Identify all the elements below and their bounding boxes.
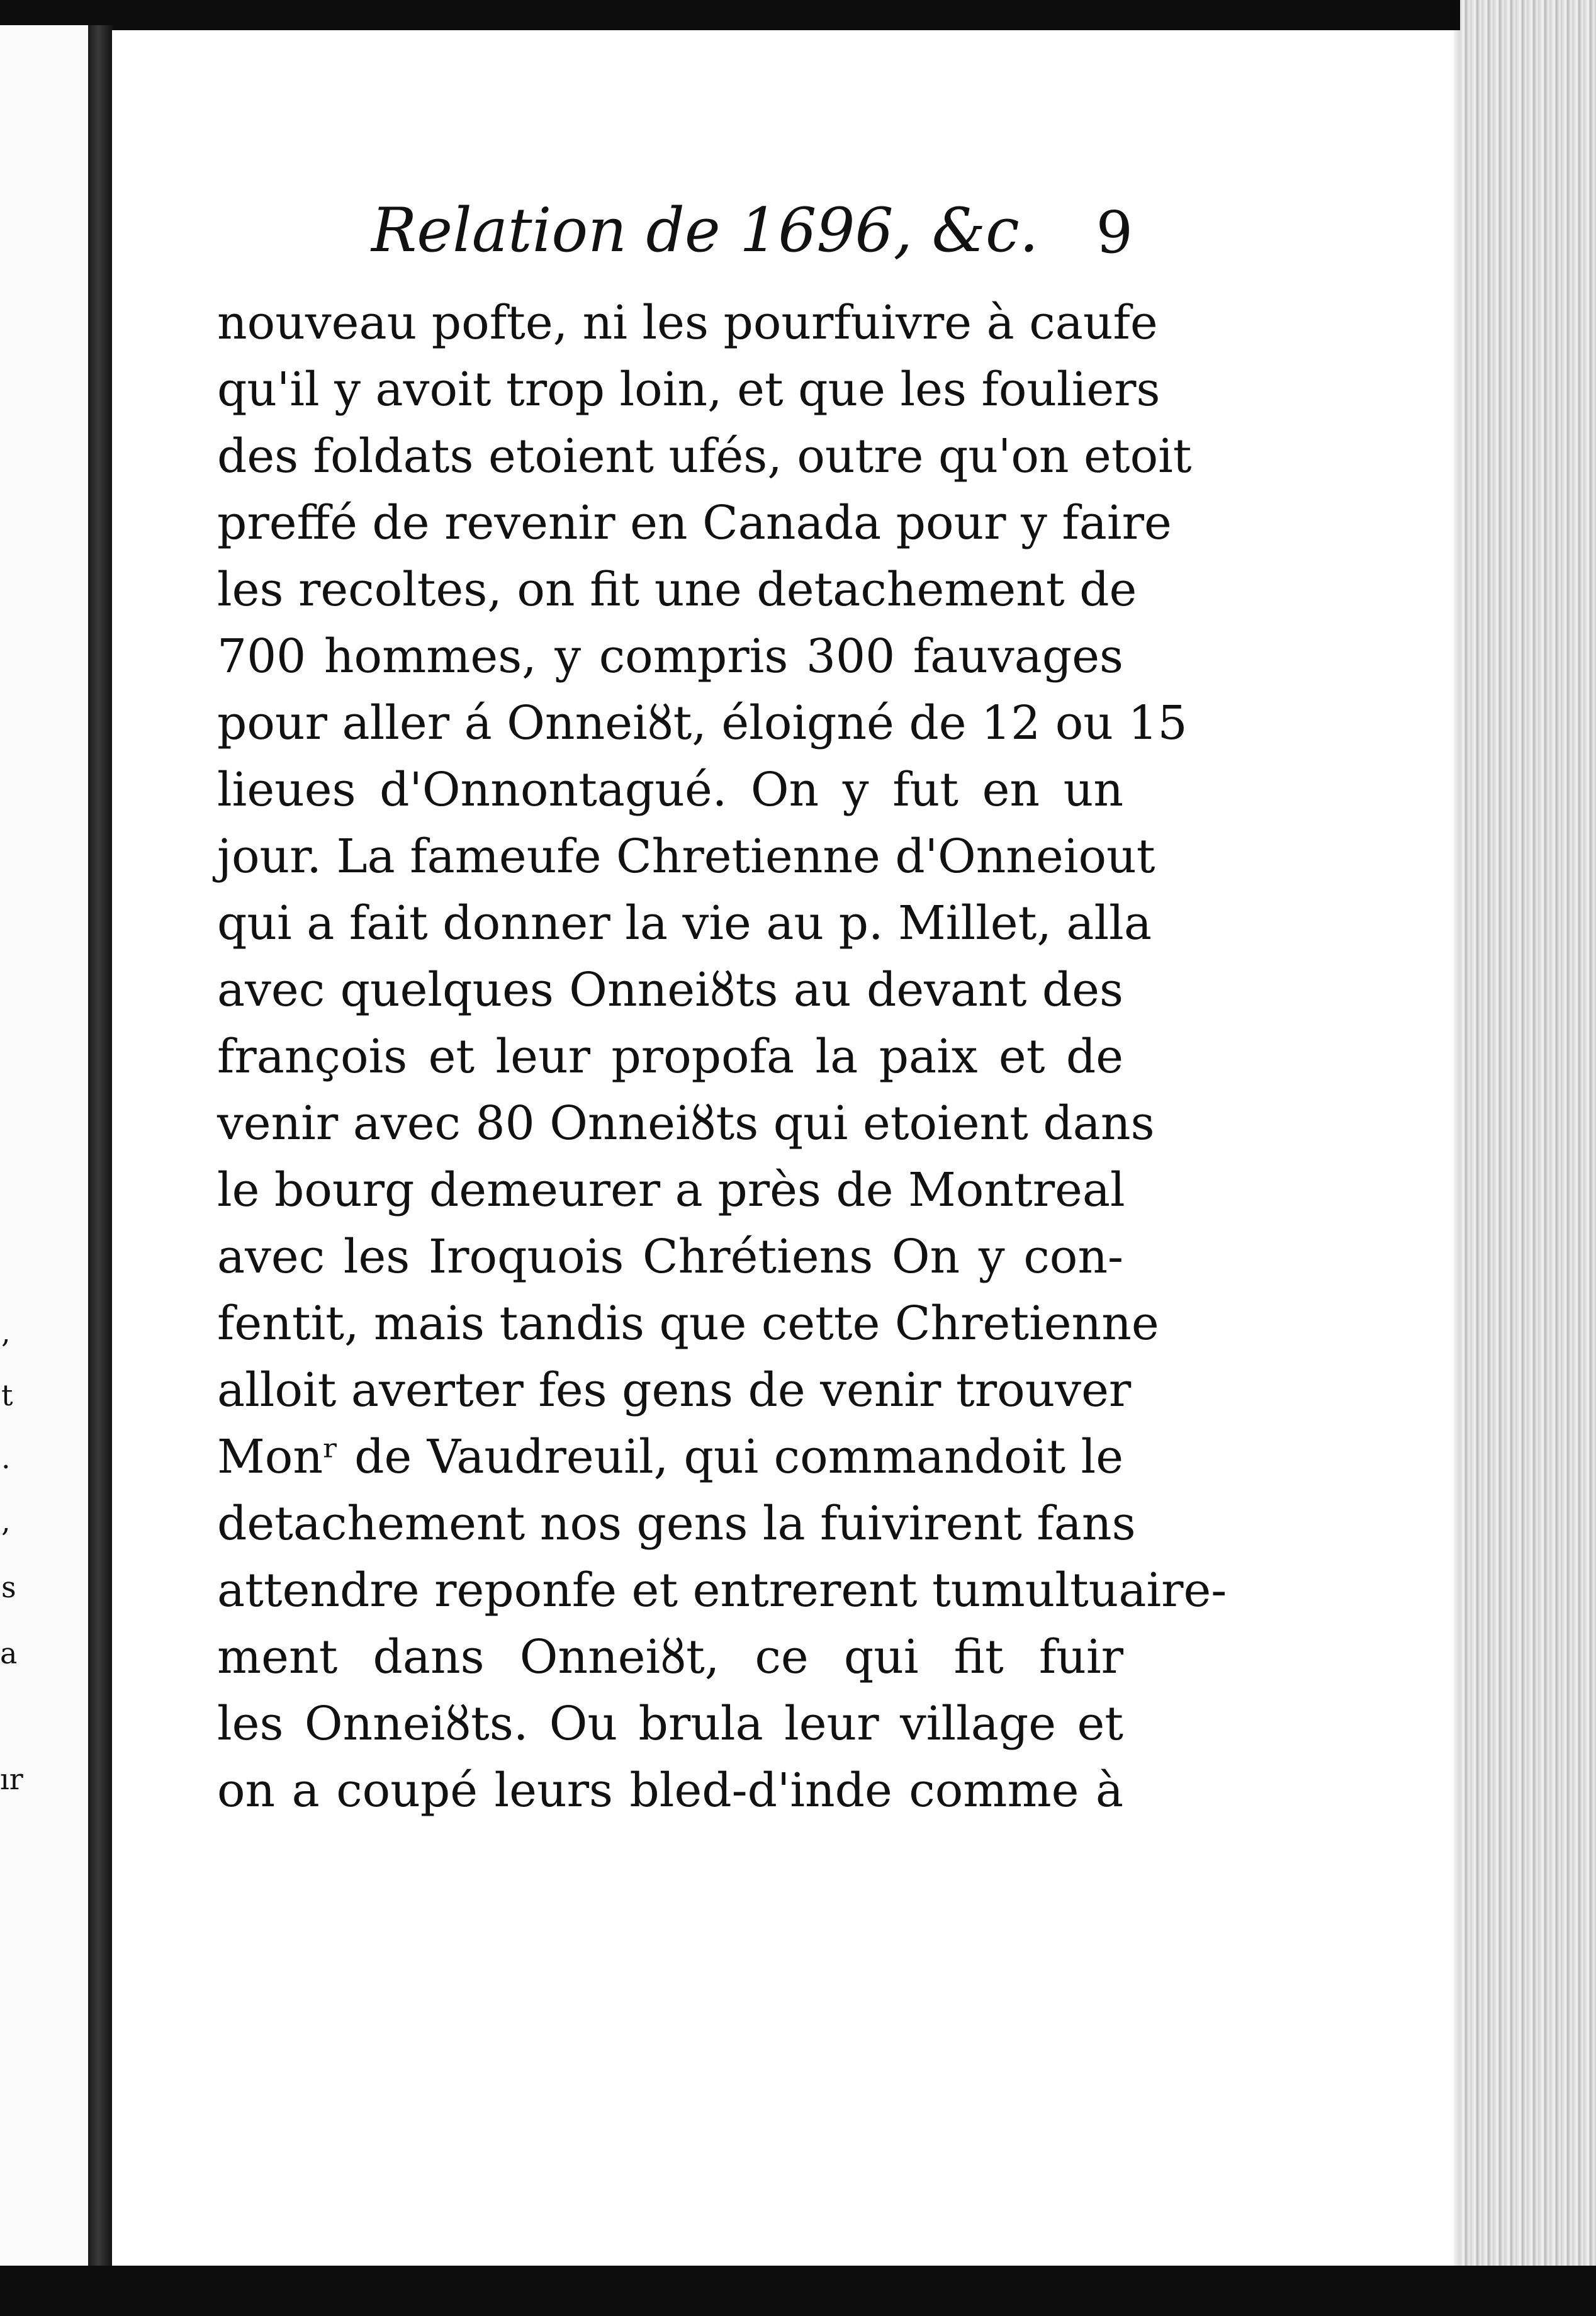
text-line: des foldats etoient ufés, outre qu'on etoit — [217, 429, 1192, 483]
text-line: on a coupé leurs bled-d'inde comme à — [217, 1763, 1123, 1818]
previous-page-edge — [0, 25, 94, 2266]
stacked-page-edges — [1460, 0, 1596, 2266]
left-edge-text: , — [1, 1315, 11, 1349]
text-line: alloit averter fes gens de venir trouver — [217, 1363, 1132, 1417]
text-line: les recoltes, on fit une detachement de — [217, 563, 1137, 617]
text-line: qu'il y avoit trop loin, et que les fouliers — [217, 363, 1160, 417]
text-line: attendre reponfe et entrerent tumultuaire- — [217, 1563, 1227, 1617]
text-line: ment dans Onneiȣt, ce qui fit fuir — [217, 1630, 1123, 1684]
text-line: jour. La fameufe Chretienne d'Onneiout — [217, 829, 1155, 884]
running-head-title: Relation de 1696, &c. — [371, 195, 1039, 266]
left-edge-text: ır — [0, 1762, 23, 1796]
text-line: qui a fait donner la vie au p. Millet, alla — [217, 896, 1152, 950]
text-line: les Onneiȣts. Ou brula leur village et — [217, 1697, 1123, 1751]
text-line: preffé de revenir en Canada pour y faire — [217, 496, 1172, 550]
text-line: françois et leur propofa la paix et de — [217, 1030, 1123, 1084]
left-edge-text: s — [1, 1570, 16, 1604]
text-line: avec les Iroquois Chrétiens On y con- — [217, 1230, 1123, 1284]
text-line: Monʳ de Vaudreuil, qui commandoit le — [217, 1430, 1123, 1484]
page-number: 9 — [1096, 199, 1133, 266]
text-line: avec quelques Onneiȣts au devant des — [217, 963, 1123, 1017]
text-line: venir avec 80 Onneiȣts qui etoient dans — [217, 1096, 1155, 1150]
text-line: fentit, mais tandis que cette Chretienne — [217, 1296, 1159, 1351]
text-line: 700 hommes, y compris 300 fauvages — [217, 629, 1123, 683]
text-line: nouveau pofte, ni les pourfuivre à caufe — [217, 296, 1158, 350]
left-edge-text: , — [1, 1504, 11, 1538]
scan-border-bottom — [0, 2266, 1596, 2316]
left-edge-text: . — [1, 1441, 11, 1475]
text-line: pour aller á Onneiȣt, éloigné de 12 ou 15 — [217, 696, 1188, 750]
left-edge-text: t — [1, 1378, 13, 1412]
running-head — [371, 189, 1133, 277]
book-gutter — [88, 25, 113, 2266]
text-line: detachement nos gens la fuivirent fans — [217, 1497, 1136, 1551]
text-line: le bourg demeurer a près de Montreal — [217, 1163, 1125, 1217]
left-edge-text: a — [0, 1636, 18, 1670]
body-text — [217, 290, 1227, 1824]
text-line: lieues d'Onnontagué. On y fut en un — [217, 763, 1123, 817]
